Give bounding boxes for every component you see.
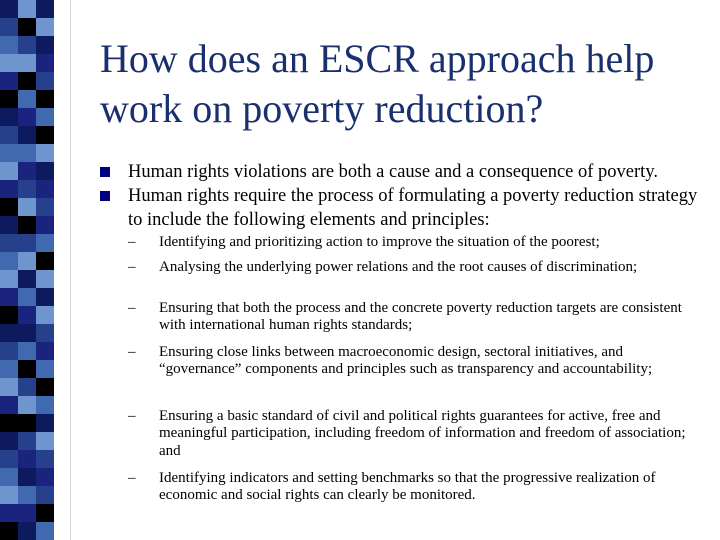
stripe-tile xyxy=(0,18,18,36)
stripe-tile xyxy=(36,396,54,414)
stripe-tile xyxy=(18,90,36,108)
stripe-tile xyxy=(0,180,18,198)
stripe-tile xyxy=(18,54,36,72)
stripe-tile xyxy=(18,144,36,162)
stripe-tile xyxy=(0,216,18,234)
sub-bullet-text: Ensuring that both the process and the concrete poverty reduction targets are consistent with international human rights standards; xyxy=(159,300,682,334)
stripe-tile xyxy=(18,306,36,324)
stripe-tile xyxy=(0,54,18,72)
stripe-tile xyxy=(18,414,36,432)
stripe-tile xyxy=(36,126,54,144)
stripe-tile xyxy=(18,180,36,198)
stripe-tile xyxy=(0,360,18,378)
stripe-tile xyxy=(36,504,54,522)
stripe-tile xyxy=(36,270,54,288)
dash-bullet-icon: – xyxy=(128,408,136,424)
stripe-tile xyxy=(0,450,18,468)
stripe-tile xyxy=(36,180,54,198)
stripe-tile xyxy=(18,216,36,234)
stripe-tile xyxy=(18,270,36,288)
stripe-tile xyxy=(36,450,54,468)
stripe-tile xyxy=(36,216,54,234)
stripe-tile xyxy=(0,36,18,54)
sub-bullet-text: Identifying indicators and setting benchmarks so that the progressive realization of economic and social rights can clearly be monitored. xyxy=(159,470,656,504)
stripe-tile xyxy=(0,162,18,180)
stripe-tile xyxy=(0,252,18,270)
stripe-tile xyxy=(36,486,54,504)
stripe-tile xyxy=(0,90,18,108)
stripe-tile xyxy=(0,504,18,522)
stripe-tile xyxy=(36,0,54,18)
bullet-text: Human rights violations are both a cause and a consequence of poverty. xyxy=(128,162,658,182)
stripe-tile xyxy=(18,162,36,180)
sub-bullet-item xyxy=(128,234,698,251)
sub-bullet-text: Analysing the underlying power relations and the root causes of discrimination; xyxy=(159,259,638,275)
stripe-tile xyxy=(0,234,18,252)
stripe-tile xyxy=(0,198,18,216)
stripe-tile xyxy=(36,468,54,486)
stripe-tile xyxy=(36,108,54,126)
stripe-tile xyxy=(0,306,18,324)
stripe-tile xyxy=(36,54,54,72)
stripe-tile xyxy=(0,270,18,288)
stripe-tile xyxy=(0,288,18,306)
stripe-tile xyxy=(18,396,36,414)
stripe-tile xyxy=(36,234,54,252)
stripe-tile xyxy=(18,234,36,252)
stripe-tile xyxy=(36,36,54,54)
stripe-tile xyxy=(18,486,36,504)
stripe-tile xyxy=(18,198,36,216)
stripe-tile xyxy=(18,252,36,270)
stripe-tile xyxy=(0,108,18,126)
stripe-tile xyxy=(0,414,18,432)
stripe-tile xyxy=(18,378,36,396)
stripe-tile xyxy=(0,486,18,504)
stripe-tile xyxy=(0,324,18,342)
sub-bullet-item xyxy=(128,408,698,460)
stripe-tile xyxy=(36,360,54,378)
stripe-tile xyxy=(18,450,36,468)
stripe-tile xyxy=(18,126,36,144)
dash-bullet-icon: – xyxy=(128,300,136,316)
bullet-item xyxy=(100,184,700,232)
sub-bullet-item xyxy=(128,300,698,335)
dash-bullet-icon: – xyxy=(128,470,136,486)
stripe-tile xyxy=(36,306,54,324)
stripe-tile xyxy=(18,468,36,486)
stripe-tile xyxy=(18,288,36,306)
stripe-tile xyxy=(0,144,18,162)
stripe-tile xyxy=(36,342,54,360)
stripe-tile xyxy=(36,432,54,450)
stripe-tile xyxy=(0,396,18,414)
bullet-item xyxy=(100,160,700,184)
stripe-tile xyxy=(36,252,54,270)
sub-bullet-text: Ensuring close links between macroeconomic design, sectoral initiatives, and “governance” components and principles such as transparency and accountability; xyxy=(159,344,653,378)
square-bullet-icon xyxy=(100,167,110,177)
decorative-stripe xyxy=(0,0,54,540)
stripe-tile xyxy=(36,162,54,180)
stripe-tile xyxy=(36,198,54,216)
stripe-tile xyxy=(0,522,18,540)
stripe-tile xyxy=(0,72,18,90)
sub-bullet-text: Identifying and prioritizing action to improve the situation of the poorest; xyxy=(159,234,600,250)
stripe-tile xyxy=(18,522,36,540)
stripe-tile xyxy=(18,342,36,360)
stripe-tile xyxy=(36,288,54,306)
sub-bullet-item xyxy=(128,259,698,276)
stripe-tile xyxy=(0,468,18,486)
stripe-tile xyxy=(36,414,54,432)
stripe-tile xyxy=(36,18,54,36)
stripe-tile xyxy=(36,378,54,396)
stripe-tile xyxy=(18,324,36,342)
sub-bullet-item xyxy=(128,470,698,505)
stripe-tile xyxy=(0,378,18,396)
divider-line xyxy=(70,0,71,540)
stripe-tile xyxy=(18,36,36,54)
stripe-tile xyxy=(0,126,18,144)
slide-title: How does an ESCR approach help work on poverty reduction? xyxy=(100,36,655,131)
stripe-tile xyxy=(18,18,36,36)
stripe-tile xyxy=(36,324,54,342)
stripe-tile xyxy=(36,144,54,162)
bullet-text: Human rights require the process of formulating a poverty reduction strategy to include the following elements and principles: xyxy=(128,186,698,230)
stripe-tile xyxy=(18,432,36,450)
square-bullet-icon xyxy=(100,191,110,201)
stripe-tile xyxy=(0,342,18,360)
stripe-tile xyxy=(36,72,54,90)
sub-bullet-item xyxy=(128,344,698,379)
stripe-tile xyxy=(18,360,36,378)
stripe-tile xyxy=(18,0,36,18)
stripe-tile xyxy=(0,0,18,18)
stripe-tile xyxy=(18,108,36,126)
dash-bullet-icon: – xyxy=(128,344,136,360)
sub-bullet-text: Ensuring a basic standard of civil and political rights guarantees for active, free and meaningful participation, including freedom of information and freedom of association; and xyxy=(159,408,686,459)
stripe-tile xyxy=(0,432,18,450)
stripe-tile xyxy=(18,72,36,90)
dash-bullet-icon: – xyxy=(128,234,136,250)
stripe-tile xyxy=(18,504,36,522)
stripe-tile xyxy=(36,522,54,540)
stripe-tile xyxy=(36,90,54,108)
dash-bullet-icon: – xyxy=(128,259,136,275)
